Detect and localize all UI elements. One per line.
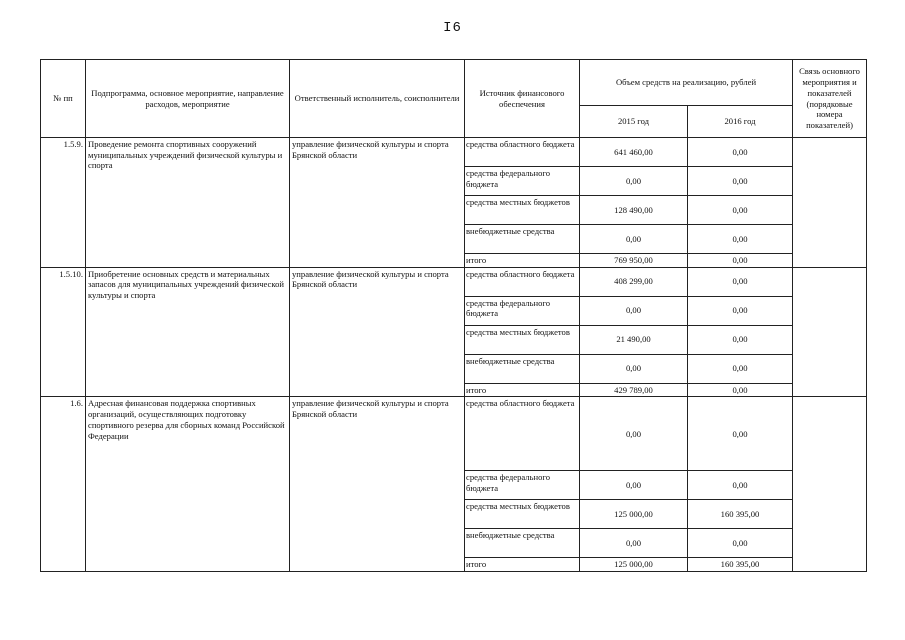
- table-row: [41, 138, 867, 167]
- table-row: [41, 267, 867, 296]
- source-cell: внебюджетные средства: [465, 354, 580, 383]
- total-2015: 769 950,00: [580, 254, 688, 268]
- total-label: итого: [465, 383, 580, 397]
- value-2016: 0,00: [688, 196, 793, 225]
- value-2015: 0,00: [580, 167, 688, 196]
- page-number: I6: [443, 20, 462, 36]
- table-row: [41, 397, 867, 471]
- value-2015: 0,00: [580, 296, 688, 325]
- header-year-2015: 2015 год: [580, 106, 688, 138]
- value-2016: 0,00: [688, 138, 793, 167]
- link-cell: [793, 397, 867, 572]
- total-label: итого: [465, 558, 580, 572]
- header-volume: Объем средств на реализацию, рублей: [580, 60, 793, 106]
- value-2015: 0,00: [580, 529, 688, 558]
- header-year-2016: 2016 год: [688, 106, 793, 138]
- total-2015: 125 000,00: [580, 558, 688, 572]
- link-cell: [793, 267, 867, 397]
- source-cell: средства федерального бюджета: [465, 471, 580, 500]
- source-cell: внебюджетные средства: [465, 529, 580, 558]
- source-cell: средства местных бюджетов: [465, 196, 580, 225]
- header-executor: Ответственный исполнитель, соисполнители: [290, 60, 465, 138]
- value-2015: 0,00: [580, 225, 688, 254]
- source-cell: средства областного бюджета: [465, 138, 580, 167]
- source-cell: внебюджетные средства: [465, 225, 580, 254]
- value-2016: 0,00: [688, 296, 793, 325]
- value-2015: 408 299,00: [580, 267, 688, 296]
- value-2015: 128 490,00: [580, 196, 688, 225]
- value-2015: 0,00: [580, 354, 688, 383]
- value-2016: 0,00: [688, 225, 793, 254]
- total-label: итого: [465, 254, 580, 268]
- header-link: Связь основного мероприятия и показателей (порядковые номера показателей): [793, 60, 867, 138]
- value-2015: 0,00: [580, 397, 688, 471]
- activity-name: Адресная финансовая поддержка спортивных организаций, осуществляющих подготовку спортивного резерва для сборных команд Российской Федерации: [86, 397, 290, 572]
- activity-name: Проведение ремонта спортивных сооружений муниципальных учреждений физической культуры и спорта: [86, 138, 290, 268]
- value-2016: 0,00: [688, 397, 793, 471]
- row-number: 1.6.: [41, 397, 86, 572]
- source-cell: средства областного бюджета: [465, 397, 580, 471]
- value-2015: 0,00: [580, 471, 688, 500]
- executor-name: управление физической культуры и спорта Брянской области: [290, 397, 465, 572]
- value-2016: 160 395,00: [688, 500, 793, 529]
- activity-name: Приобретение основных средств и материальных запасов для муниципальных учреждений физической культуры и спорта: [86, 267, 290, 397]
- executor-name: управление физической культуры и спорта Брянской области: [290, 138, 465, 268]
- source-cell: средства федерального бюджета: [465, 167, 580, 196]
- value-2016: 0,00: [688, 267, 793, 296]
- total-2016: 0,00: [688, 383, 793, 397]
- executor-name: управление физической культуры и спорта Брянской области: [290, 267, 465, 397]
- header-no: № пп: [41, 60, 86, 138]
- value-2016: 0,00: [688, 529, 793, 558]
- total-2016: 160 395,00: [688, 558, 793, 572]
- source-cell: средства местных бюджетов: [465, 500, 580, 529]
- source-cell: средства местных бюджетов: [465, 325, 580, 354]
- value-2016: 0,00: [688, 167, 793, 196]
- value-2015: 125 000,00: [580, 500, 688, 529]
- header-source: Источник финансового обеспечения: [465, 60, 580, 138]
- total-2015: 429 789,00: [580, 383, 688, 397]
- value-2015: 641 460,00: [580, 138, 688, 167]
- value-2016: 0,00: [688, 325, 793, 354]
- value-2016: 0,00: [688, 354, 793, 383]
- header-subprogram: Подпрограмма, основное мероприятие, направление расходов, мероприятие: [86, 60, 290, 138]
- source-cell: средства федерального бюджета: [465, 296, 580, 325]
- total-2016: 0,00: [688, 254, 793, 268]
- budget-table: [40, 59, 867, 572]
- value-2016: 0,00: [688, 471, 793, 500]
- link-cell: [793, 138, 867, 268]
- row-number: 1.5.10.: [41, 267, 86, 397]
- source-cell: средства областного бюджета: [465, 267, 580, 296]
- value-2015: 21 490,00: [580, 325, 688, 354]
- row-number: 1.5.9.: [41, 138, 86, 268]
